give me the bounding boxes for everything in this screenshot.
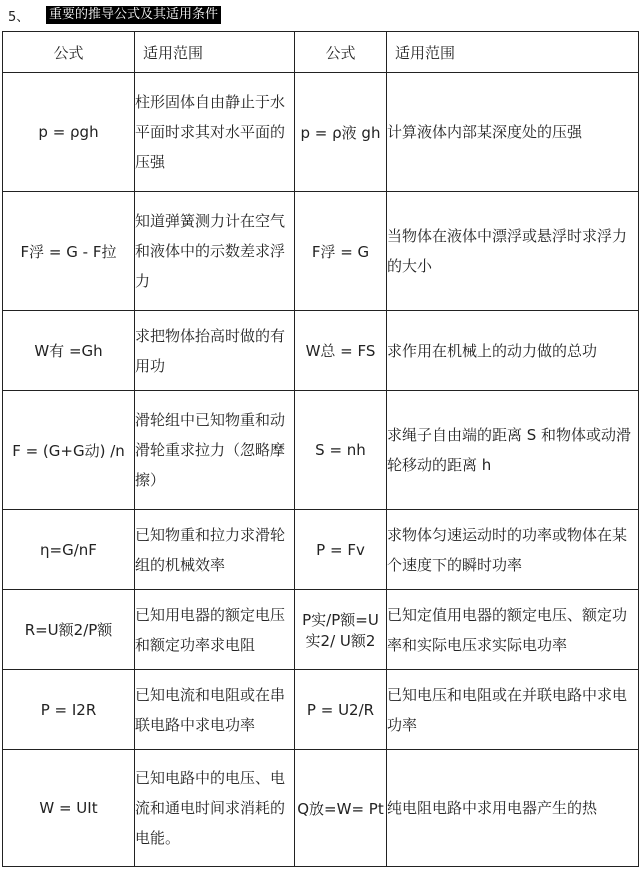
formula-cell: P = U2/R <box>295 670 387 750</box>
formula-cell: P实/P额=U实2/ U额2 <box>295 590 387 670</box>
formula-cell: P = Fv <box>295 510 387 590</box>
scope-cell: 滑轮组中已知物重和动滑轮重求拉力（忽略摩擦） <box>135 391 295 510</box>
header-scope-1: 适用范围 <box>135 32 295 73</box>
table-row <box>3 590 639 670</box>
formula-cell: F浮 = G <box>295 192 387 311</box>
table-row <box>3 391 639 510</box>
section-title: 重要的推导公式及其适用条件 <box>46 6 221 24</box>
scope-cell: 求把物体抬高时做的有用功 <box>135 311 295 391</box>
formula-cell: P = I2R <box>3 670 135 750</box>
header-formula-1: 公式 <box>3 32 135 73</box>
scope-cell: 已知物重和拉力求滑轮组的机械效率 <box>135 510 295 590</box>
formula-cell: F = (G+G动) /n <box>3 391 135 510</box>
scope-cell: 已知用电器的额定电压和额定功率求电阻 <box>135 590 295 670</box>
table-row <box>3 750 639 867</box>
scope-cell: 已知电压和电阻或在并联电路中求电功率 <box>387 670 639 750</box>
formula-cell: W = UIt <box>3 750 135 867</box>
formula-cell: S = nh <box>295 391 387 510</box>
scope-cell: 计算液体内部某深度处的压强 <box>387 73 639 192</box>
formula-cell: p = ρgh <box>3 73 135 192</box>
table-row <box>3 670 639 750</box>
scope-cell: 求绳子自由端的距离 S 和物体或动滑轮移动的距离 h <box>387 391 639 510</box>
header-scope-2: 适用范围 <box>387 32 639 73</box>
formula-cell: η=G/nF <box>3 510 135 590</box>
scope-cell: 求作用在机械上的动力做的总功 <box>387 311 639 391</box>
formula-cell: W总 = FS <box>295 311 387 391</box>
scope-cell: 知道弹簧测力计在空气和液体中的示数差求浮力 <box>135 192 295 311</box>
table-row <box>3 192 639 311</box>
scope-cell: 纯电阻电路中求用电器产生的热 <box>387 750 639 867</box>
table-header-row <box>3 32 639 73</box>
scope-cell: 已知定值用电器的额定电压、额定功率和实际电压求实际电功率 <box>387 590 639 670</box>
scope-cell: 已知电路中的电压、电流和通电时间求消耗的电能。 <box>135 750 295 867</box>
header-formula-2: 公式 <box>295 32 387 73</box>
scope-cell: 求物体匀速运动时的功率或物体在某个速度下的瞬时功率 <box>387 510 639 590</box>
scope-cell: 柱形固体自由静止于水平面时求其对水平面的压强 <box>135 73 295 192</box>
scope-cell: 已知电流和电阻或在串联电路中求电功率 <box>135 670 295 750</box>
formula-cell: R=U额2/P额 <box>3 590 135 670</box>
section-number: 5、 <box>8 9 30 25</box>
table-row <box>3 73 639 192</box>
scope-cell: 当物体在液体中漂浮或悬浮时求浮力的大小 <box>387 192 639 311</box>
formula-table <box>2 31 639 867</box>
formula-cell: W有 =Gh <box>3 311 135 391</box>
table-row <box>3 510 639 590</box>
table-row <box>3 311 639 391</box>
formula-cell: Q放=W= Pt <box>295 750 387 867</box>
formula-cell: p = ρ液 gh <box>295 73 387 192</box>
formula-cell: F浮 = G - F拉 <box>3 192 135 311</box>
section-heading <box>8 6 221 24</box>
